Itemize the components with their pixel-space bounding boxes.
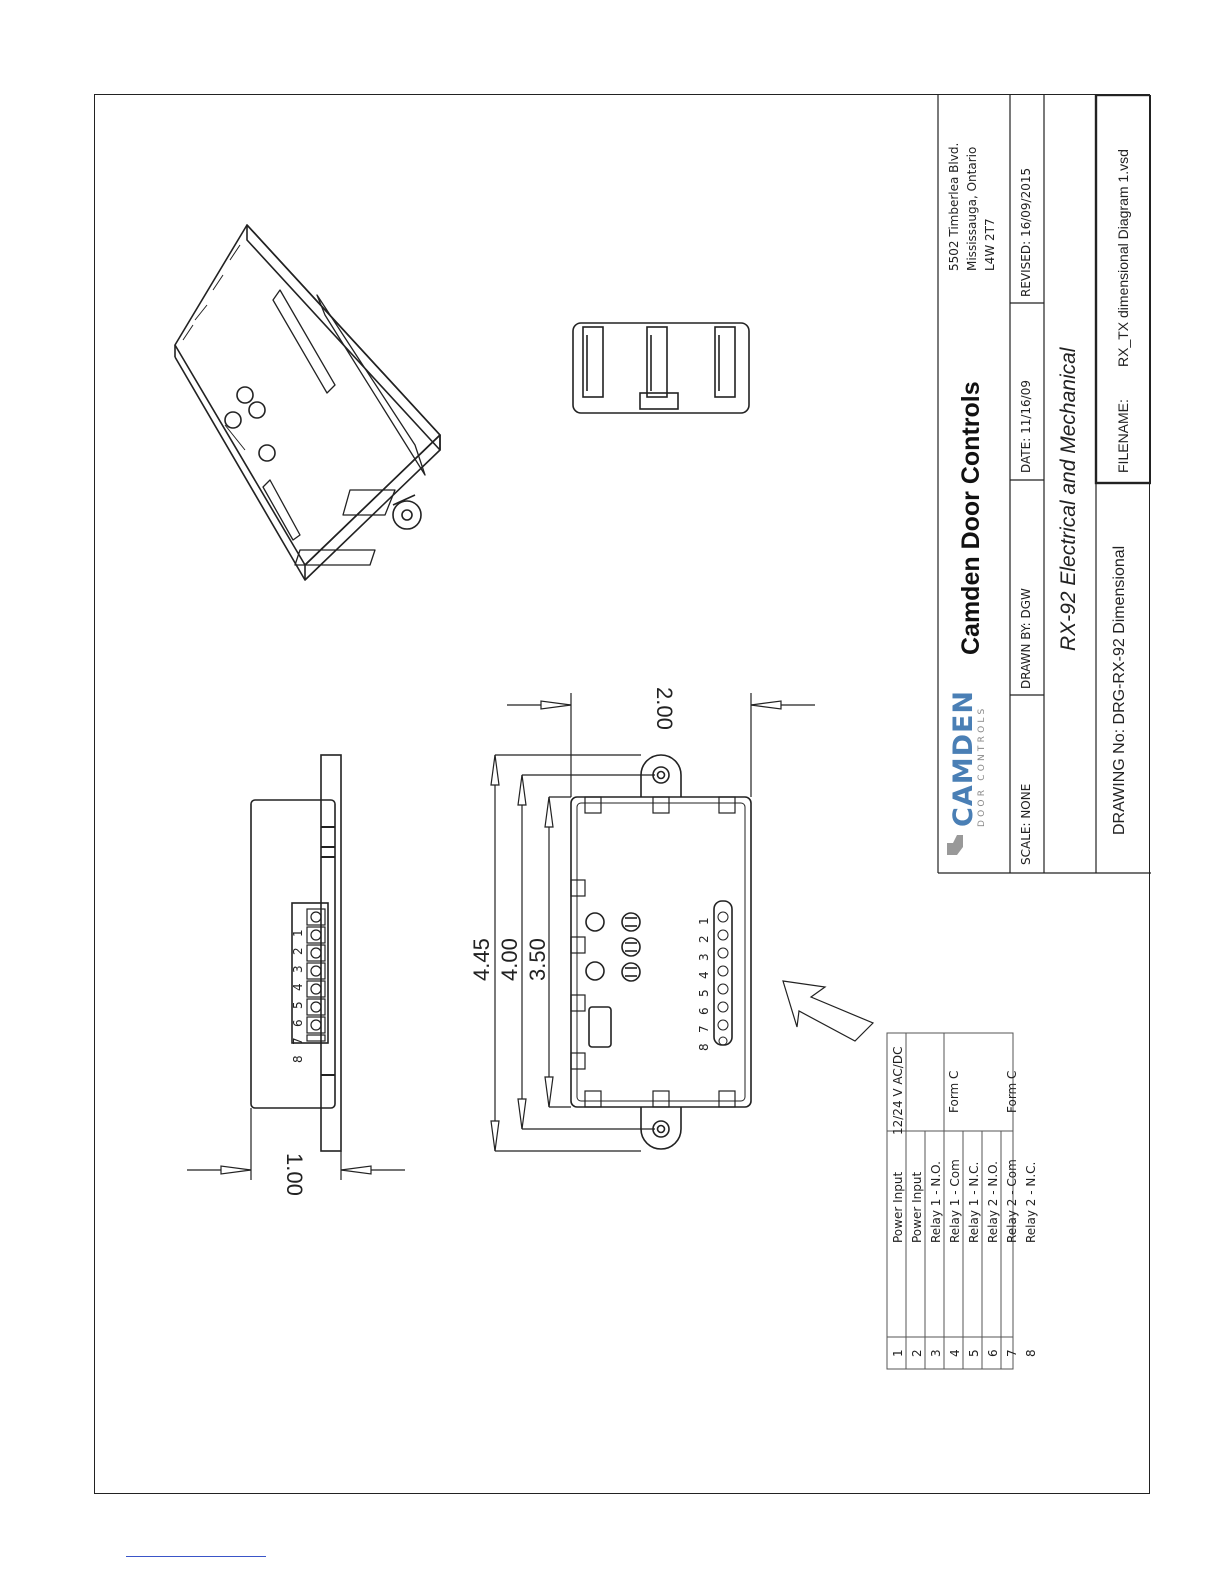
company-name: Camden Door Controls <box>957 381 985 655</box>
table-row-1-name: Power Input <box>891 1171 905 1243</box>
table-row-7-num: 7 <box>1005 1349 1019 1357</box>
table-row-4-name: Relay 1 - Com <box>948 1159 962 1243</box>
top-view <box>571 755 751 1149</box>
side-term-label-1: 1 <box>291 929 305 937</box>
top-term-label-5: 5 <box>697 989 711 997</box>
top-term-label-8: 8 <box>697 1043 711 1051</box>
top-term-label-6: 6 <box>697 1007 711 1015</box>
filename-value: RX_TX dimensional Diagram 1.vsd <box>1115 149 1131 367</box>
table-group-relay2-note: Form C <box>1005 1070 1019 1113</box>
table-row-7-name: Relay 2 - Com <box>1005 1159 1019 1243</box>
top-term-label-1: 1 <box>697 917 711 925</box>
revised-field: REVISED: 16/09/2015 <box>1019 167 1033 297</box>
dim-length-outer: 4.45 <box>469 938 494 981</box>
side-term-label-7: 7 <box>291 1037 305 1045</box>
table-row-5-num: 5 <box>967 1349 981 1357</box>
footer-link-underline <box>126 1556 266 1557</box>
table-row-3-name: Relay 1 - N.O. <box>929 1161 943 1243</box>
table-row-1-num: 1 <box>891 1349 905 1357</box>
table-row-3-num: 3 <box>929 1349 943 1357</box>
drawing-number: DRAWING No: DRG-RX-92 Dimensional <box>1111 545 1128 835</box>
top-term-label-4: 4 <box>697 971 711 979</box>
address-line-1: 5502 Timberlea Blvd. <box>947 142 961 271</box>
side-term-label-2: 2 <box>291 947 305 955</box>
technical-drawing <box>95 95 1151 1495</box>
table-group-power-note: 12/24 V AC/DC <box>891 1046 905 1135</box>
table-row-8-name: Relay 2 - N.C. <box>1024 1161 1038 1243</box>
top-view-clips <box>571 797 735 1107</box>
terminal-pointer-arrow <box>783 981 873 1041</box>
drawing-title: RX-92 Electrical and Mechanical <box>1057 347 1080 651</box>
filename-label: FILENAME: <box>1115 399 1131 473</box>
dim-length-mid: 4.00 <box>497 938 522 981</box>
side-view-terminal-screws <box>307 909 325 1041</box>
table-row-8-num: 8 <box>1024 1349 1038 1357</box>
drawn-by-field: DRAWN BY: DGW <box>1019 588 1033 689</box>
side-term-label-4: 4 <box>291 983 305 991</box>
dim-width: 2.00 <box>652 687 677 730</box>
top-view-terminal-screws <box>718 912 728 1045</box>
isometric-view <box>175 225 440 580</box>
drawing-sheet <box>94 94 1150 1494</box>
dim-length-inner: 3.50 <box>525 938 550 981</box>
top-term-label-3: 3 <box>697 953 711 961</box>
table-row-6-name: Relay 2 - N.O. <box>986 1161 1000 1243</box>
side-term-label-6: 6 <box>291 1019 305 1027</box>
table-row-2-num: 2 <box>910 1349 924 1357</box>
iso-ribs <box>183 245 245 450</box>
scale-field: SCALE: NONE <box>1019 783 1033 865</box>
table-group-relay1-note: Form C <box>947 1070 961 1113</box>
logo-subtext: DOOR CONTROLS <box>977 705 987 827</box>
date-field: DATE: 11/16/09 <box>1019 380 1033 473</box>
table-row-2-name: Power Input <box>910 1171 924 1243</box>
top-term-label-2: 2 <box>697 935 711 943</box>
address-line-3: L4W 2T7 <box>983 218 997 271</box>
dim-height: 1.00 <box>282 1153 307 1196</box>
camden-logo-mark <box>947 835 963 855</box>
side-term-label-5: 5 <box>291 1001 305 1009</box>
top-term-label-7: 7 <box>697 1025 711 1033</box>
logo-wordmark: CAMDEN <box>948 689 979 827</box>
side-term-label-3: 3 <box>291 965 305 973</box>
side-term-label-8: 8 <box>291 1055 305 1063</box>
table-row-5-name: Relay 1 - N.C. <box>967 1161 981 1243</box>
table-row-6-num: 6 <box>986 1349 1000 1357</box>
table-row-4-num: 4 <box>948 1349 962 1357</box>
end-view <box>573 323 749 413</box>
address-line-2: Mississauga, Ontario <box>965 146 979 271</box>
